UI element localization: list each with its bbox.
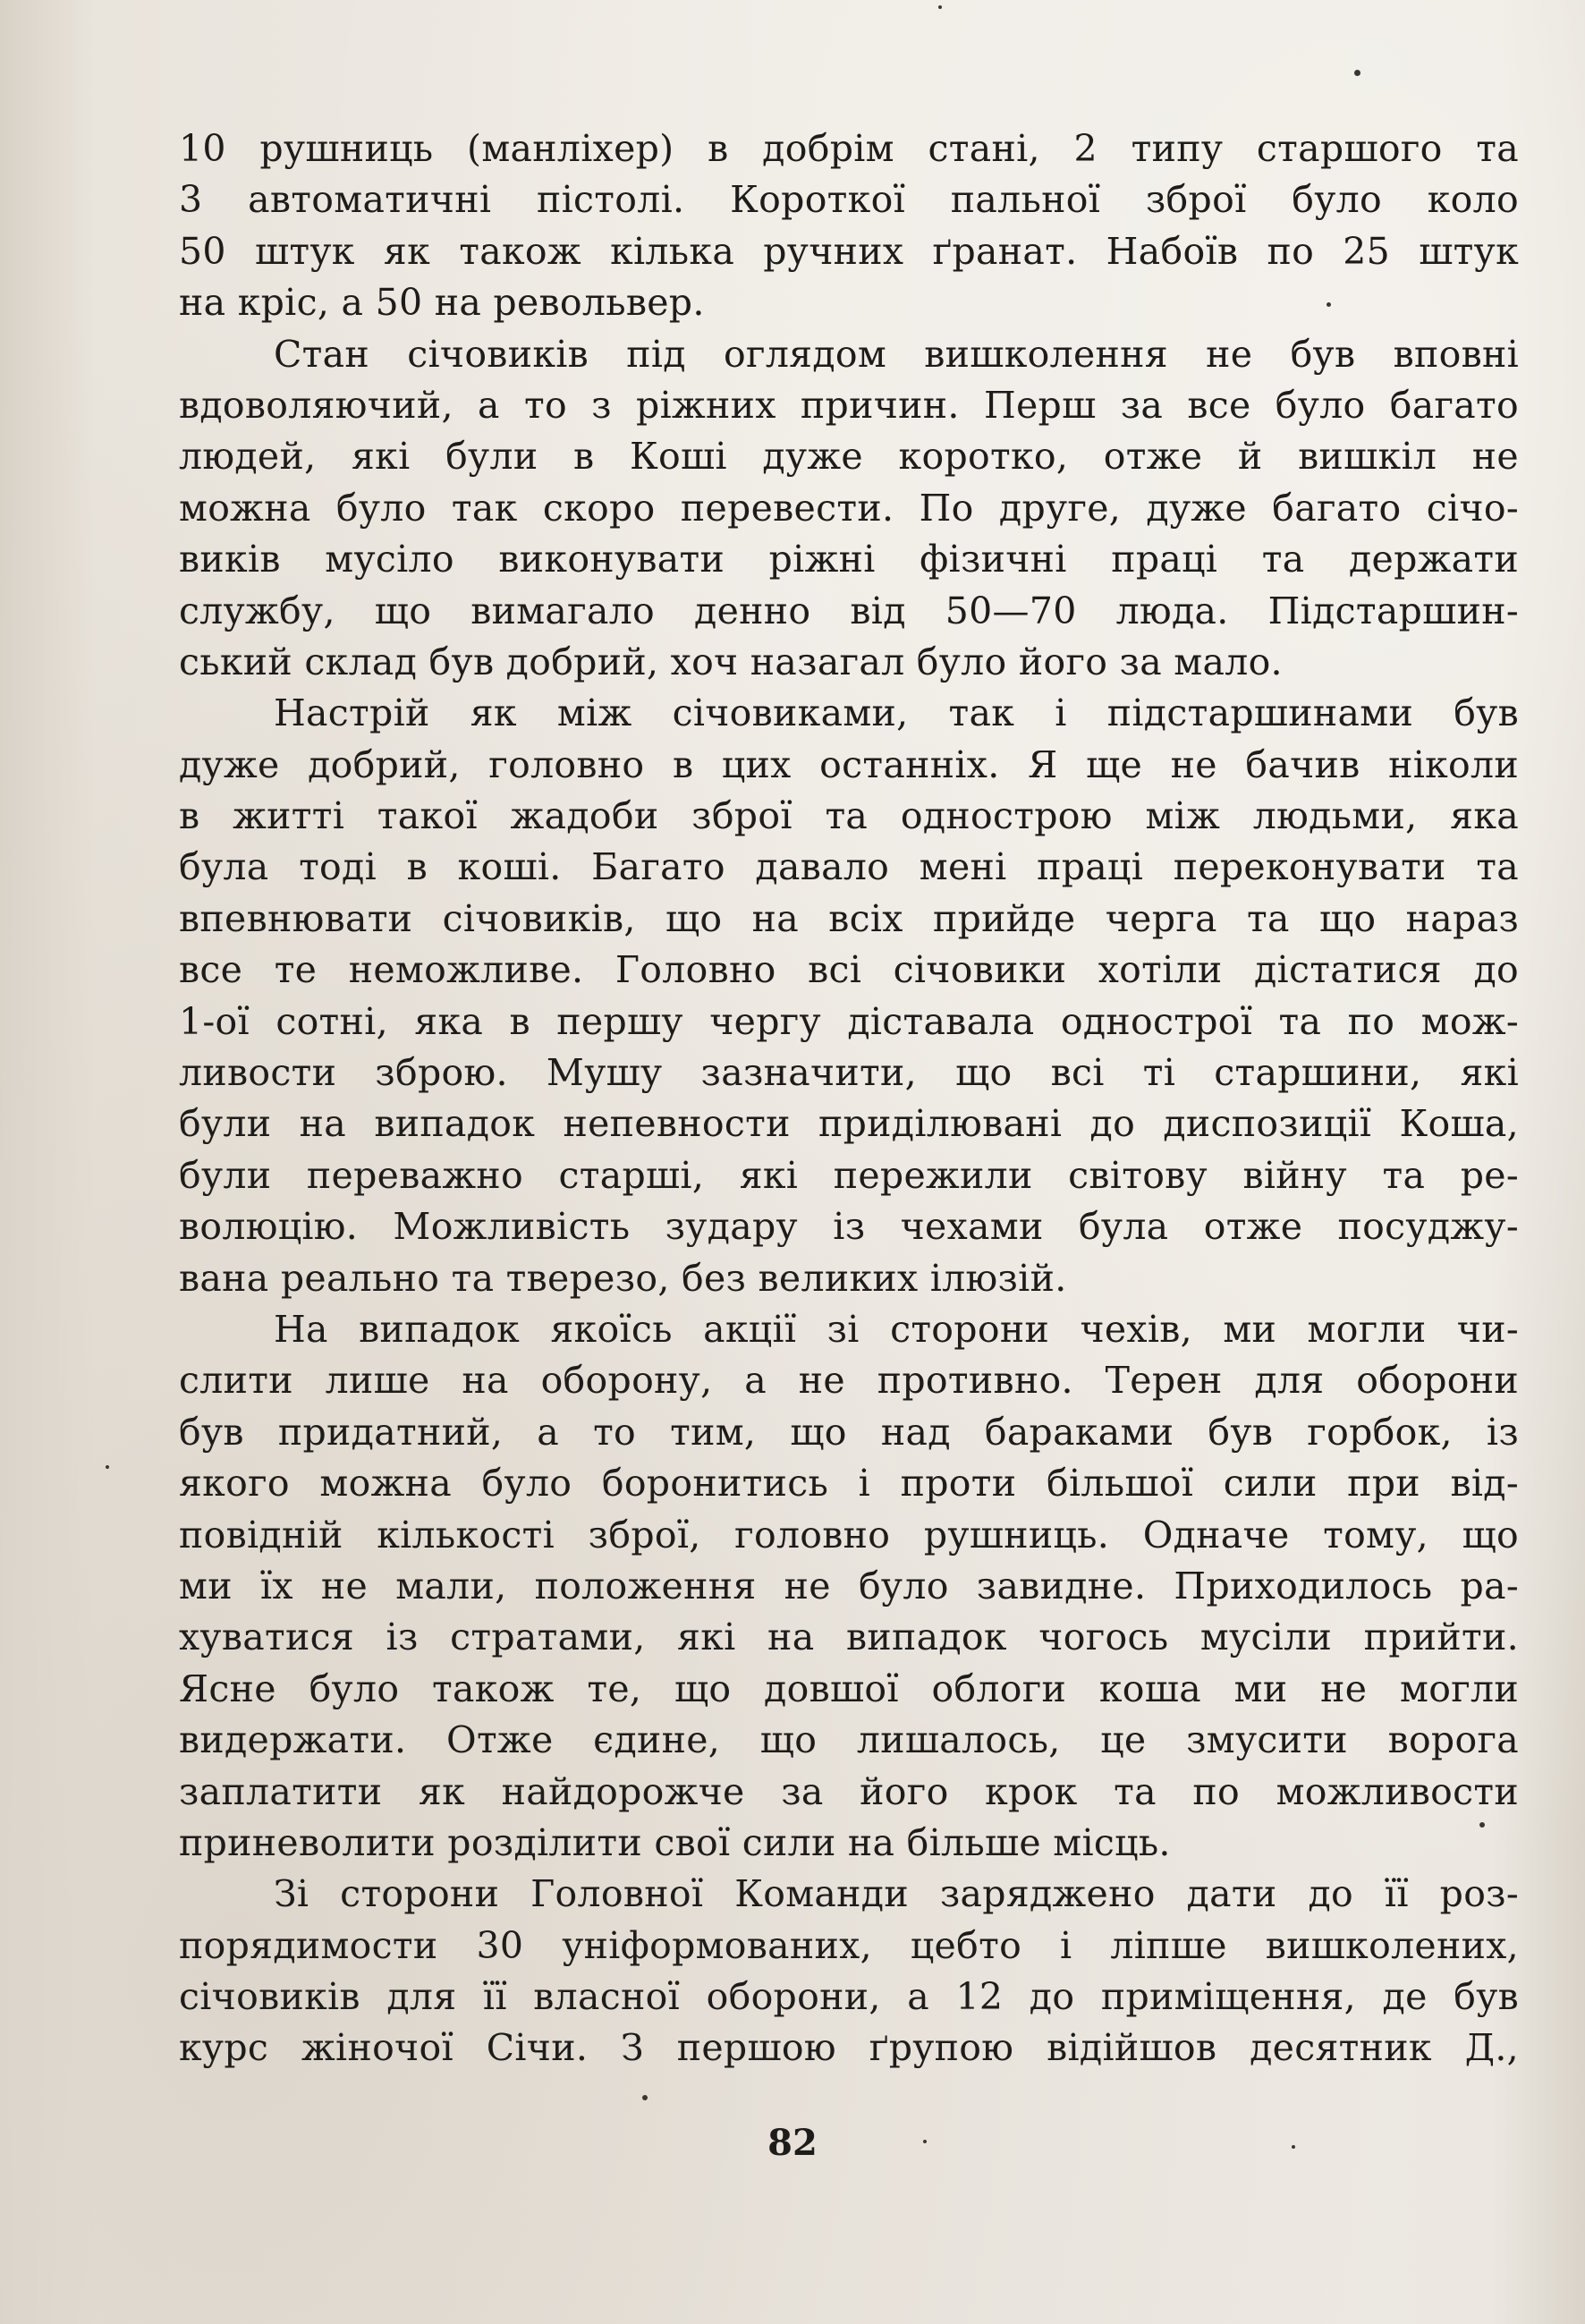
print-speck	[1326, 302, 1331, 307]
text-line: якого можна було боронитись і проти більшої сили при від-	[179, 1462, 1519, 1506]
text-line: вана реально та тверезо, без великих ілюзій.	[179, 1256, 1067, 1300]
text-line: курс жіночої Січи. З першою ґрупою відійшов десятник Д.,	[179, 2026, 1519, 2070]
text-line: були переважно старші, які пережили світову війну та ре-	[179, 1153, 1519, 1197]
text-line: на кріс, а 50 на револьвер.	[179, 281, 705, 325]
print-speck	[1292, 2145, 1295, 2149]
text-line: ми їх не мали, положення не було завидне. Приходилось ра-	[179, 1564, 1519, 1607]
text-line: На випадок якоїсь акції зі сторони чехів, ми могли чи-	[274, 1307, 1519, 1351]
print-speck	[938, 5, 942, 9]
text-line: волюцію. Можливість зудару із чехами була отже посуджу-	[179, 1205, 1519, 1249]
text-line: виків мусіло виконувати ріжні фізичні праці та держати	[179, 538, 1519, 581]
text-line: був придатний, а то тим, що над бараками був горбок, із	[179, 1410, 1519, 1454]
text-line: була тоді в коші. Багато давало мені праці переконувати та	[179, 845, 1519, 889]
text-line: 3 автоматичні пістолі. Короткої пальної зброї було коло	[179, 178, 1519, 222]
text-line: людей, які були в Коші дуже коротко, отже й вишкіл не	[179, 435, 1519, 479]
text-line: в житті такої жадоби зброї та однострою між людьми, яка	[179, 794, 1519, 838]
print-speck	[642, 2095, 648, 2100]
text-line: приневолити розділити свої сили на більше місць.	[179, 1820, 1171, 1864]
page-number: 82	[767, 2122, 818, 2164]
text-line: видержати. Отже єдине, що лишалось, це змусити ворога	[179, 1718, 1519, 1762]
print-speck	[1354, 70, 1360, 76]
print-speck	[923, 2140, 927, 2143]
text-line: порядимости 30 уніформованих, цебто і ліпше вишколених,	[179, 1923, 1519, 1967]
text-line: хуватися із стратами, які на випадок чогось мусіли прийти.	[179, 1616, 1519, 1659]
text-line: впевнювати січовиків, що на всіх прийде черга та що нараз	[179, 896, 1519, 940]
text-line: вдоволяючий, а то з ріжних причин. Перш за все було багато	[179, 383, 1519, 427]
text-line: Стан січовиків під оглядом вишколення не був вповні	[274, 332, 1519, 376]
print-speck	[106, 1465, 109, 1469]
text-line: 10 рушниць (манліхер) в добрім стані, 2 типу старшого та	[179, 127, 1519, 170]
text-line: службу, що вимагало денно від 50—70 люда. Підстаршин-	[179, 589, 1519, 632]
text-line: повідній кількості зброї, головно рушниць. Одначе тому, що	[179, 1513, 1519, 1556]
text-line: слити лише на оборону, а не противно. Терен для оборони	[179, 1359, 1519, 1403]
text-line: все те неможливе. Головно всі січовики хотіли дістатися до	[179, 948, 1519, 992]
text-line: заплатити як найдорожче за його крок та по можливости	[179, 1769, 1519, 1813]
print-speck	[1479, 1822, 1485, 1828]
body-text	[179, 123, 1519, 2074]
text-line: дуже добрий, головно в цих останніх. Я ще не бачив ніколи	[179, 742, 1519, 786]
text-line: Ясне було також те, що довшої облоги коша ми не могли	[179, 1667, 1519, 1710]
text-line: січовиків для її власної оборони, а 12 до приміщення, де був	[179, 1975, 1519, 2019]
text-line: ливости зброю. Мушу зазначити, що всі ті старшини, які	[179, 1051, 1519, 1095]
text-line: ський склад був добрий, хоч назагал було його за мало.	[179, 640, 1283, 683]
text-line: Настрій як між січовиками, так і підстаршинами був	[274, 691, 1519, 735]
text-line: Зі сторони Головної Команди заряджено дати до її роз-	[274, 1872, 1519, 1916]
text-line: 1-ої сотні, яка в першу чергу діставала однострої та по мож-	[179, 999, 1519, 1043]
text-line: 50 штук як також кілька ручних ґранат. Набоїв по 25 штук	[179, 229, 1519, 273]
text-line: були на випадок непевности приділювані до диспозиції Коша,	[179, 1102, 1519, 1146]
text-line: можна було так скоро перевести. По друге, дуже багато січо-	[179, 486, 1519, 530]
